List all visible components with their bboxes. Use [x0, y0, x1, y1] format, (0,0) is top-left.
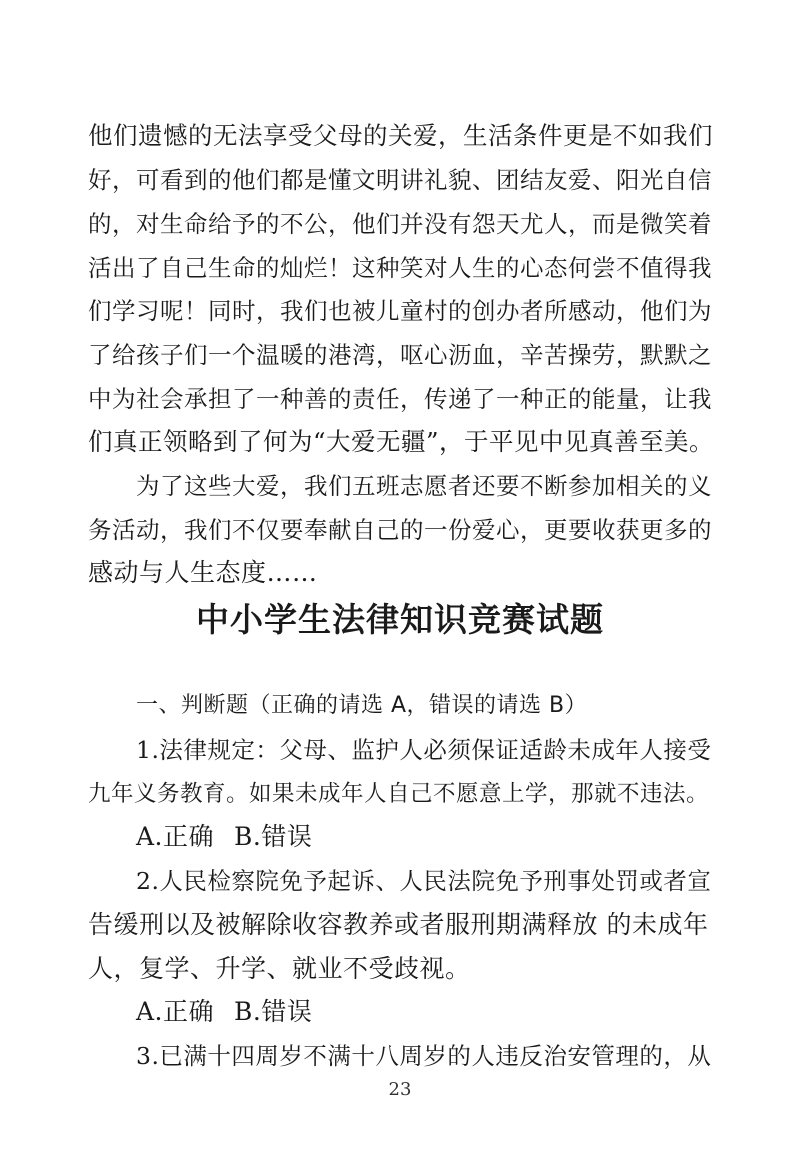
paragraph-line: 中为社会承担了一种善的责任，传递了一种正的能量，让我	[88, 385, 712, 413]
option-a: A.正确	[136, 822, 215, 851]
paragraph-line: 务活动，我们不仅要奉献自己的一份爱心，更要收获更多的	[88, 516, 712, 544]
answer-options	[136, 819, 312, 855]
page-number: 23	[388, 1079, 412, 1100]
paragraph-line: 们学习呢！同时，我们也被儿童村的创办者所感动，他们为	[88, 297, 712, 325]
question-text-line: 2.人民检察院免予起诉、人民法院免予刑事处罚或者宣	[136, 867, 712, 895]
question-text-line: 人，复学、升学、就业不受歧视。	[88, 954, 471, 983]
paragraph-line: 的，对生命给予的不公，他们并没有怨天尤人，而是微笑着	[88, 210, 712, 238]
paragraph-line: 们真正领略到了何为“大爱无疆”，于平见中见真善至美。	[88, 427, 715, 456]
question-text-line: 1.法律规定：父母、监护人必须保证适龄未成年人接受	[136, 736, 712, 764]
option-a: A.正确	[136, 997, 215, 1026]
answer-options	[136, 994, 312, 1030]
paragraph-line: 感动与人生态度……	[88, 558, 318, 587]
paragraph-line: 为了这些大爱，我们五班志愿者还要不断参加相关的义	[136, 472, 712, 500]
question-text-line: 告缓刑以及被解除收容教养或者服刑期满释放 的未成年	[88, 910, 709, 939]
option-b: B.错误	[234, 822, 313, 851]
question-text-line: 3.已满十四周岁不满十八周岁的人违反治安管理的，从	[136, 1042, 712, 1070]
paragraph-line: 活出了自己生命的灿烂！这种笑对人生的心态何尝不值得我	[88, 254, 712, 282]
option-b: B.错误	[234, 997, 313, 1026]
paragraph-line: 了给孩子们一个温暖的港湾，呕心沥血，辛苦操劳，默默之	[88, 341, 712, 369]
section-title: 中小学生法律知识竞赛试题	[196, 600, 604, 639]
question-section-heading: 一、判断题（正确的请选 A，错误的请选 B）	[136, 693, 588, 718]
paragraph-line: 好，可看到的他们都是懂文明讲礼貌、团结友爱、阳光自信	[88, 166, 712, 194]
question-text-line: 九年义务教育。如果未成年人自己不愿意上学，那就不违法。	[88, 781, 710, 807]
paragraph-line: 他们遗憾的无法享受父母的关爱，生活条件更是不如我们	[88, 121, 713, 150]
